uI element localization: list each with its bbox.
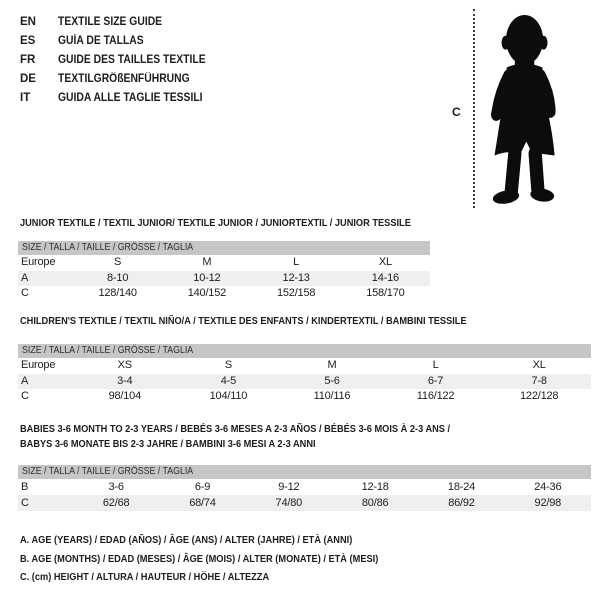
table-row [18,389,591,405]
children-size-table [18,344,591,405]
row-label-cell: Europe [21,256,56,268]
value-cell: S [224,359,232,371]
value-cell: 12-13 [282,271,310,284]
table-body [18,479,591,511]
value-cell: 12-18 [361,481,389,493]
language-row-it [20,89,222,108]
language-code: IT [20,92,31,104]
value-cell: 128/140 [98,287,137,299]
babies-table-title-line2: BABYS 3-6 MONATE BIS 2-3 JAHRE / BAMBINI 3-6 MESI A 2-3 ANNI [20,437,316,450]
legend [20,531,427,587]
value-cell: L [432,359,439,371]
table-row [18,495,591,511]
size-header-text: SIZE / TALLA / TAILLE / GRÖSSE / TAGLIA [22,242,194,253]
value-cell: 116/122 [416,390,455,402]
value-cell: 5-6 [324,374,340,387]
value-cell: 140/152 [187,287,227,299]
value-cell: XL [378,256,392,268]
value-cell: 86/92 [448,497,475,509]
value-cell: 6-7 [427,374,444,387]
value-cell: XS [117,359,132,371]
row-label-cell: Europe [21,359,56,371]
row-label-cell: B [21,481,29,493]
size-header-text: SIZE / TALLA / TAILLE / GRÖSSE / TAGLIA [22,345,194,356]
language-code: FR [20,54,36,66]
size-header-text: SIZE / TALLA / TAILLE / GRÖSSE / TAGLIA [22,466,194,477]
height-measure-dotted-line [473,9,475,208]
value-cell: 6-9 [194,481,211,493]
value-cell: 10-12 [193,271,221,284]
language-row-es [20,32,222,51]
children-table-title [20,315,528,327]
value-cell: 9-12 [278,481,300,493]
table-row [18,358,591,374]
table-row [18,286,430,302]
babies-size-table [18,465,591,511]
value-cell: 74/80 [275,497,303,509]
language-title: GUIDA ALLE TAGLIE TESSILI [58,92,203,104]
size-header-bar [18,344,591,358]
height-measure-label: C [452,105,461,119]
language-title: GUIDE DES TAILLES TEXTILE [58,54,206,66]
table-row [18,255,430,271]
size-header-bar [18,241,430,255]
value-cell: 7-8 [531,374,547,387]
value-cell: M [202,256,212,268]
value-cell: S [114,256,122,268]
value-cell: L [293,256,300,268]
value-cell: 122/128 [519,390,559,402]
value-cell: 110/116 [313,390,351,402]
value-cell: 152/158 [276,287,316,299]
babies-table-title [20,422,509,451]
value-cell: 14-16 [371,271,399,284]
table-body [18,358,591,405]
value-cell: 80/86 [361,497,389,509]
junior-table-title [20,217,464,229]
language-title: GUÍA DE TALLAS [58,35,144,47]
language-list [20,13,222,108]
value-cell: M [327,359,337,371]
language-code: EN [20,16,36,28]
language-title: TEXTILE SIZE GUIDE [58,16,163,28]
language-row-en [20,13,222,32]
legend-line-b: B. AGE (MONTHS) / EDAD (MESES) / ÂGE (MOIS) / ALTER (MONATE) / ETÀ (MESI) [20,552,379,565]
language-code: DE [20,73,36,85]
row-label-cell: A [21,271,29,284]
value-cell: 98/104 [108,390,142,402]
language-code: ES [20,35,36,47]
language-row-de [20,70,222,89]
legend-line-c: C. (cm) HEIGHT / ALTURA / HAUTEUR / HÖHE / ALTEZZA [20,571,270,583]
value-cell: 158/170 [366,287,405,299]
language-row-fr [20,51,222,70]
row-label-cell: C [21,497,29,509]
row-label-cell: A [21,374,29,387]
legend-line-a: A. AGE (YEARS) / EDAD (AÑOS) / ÂGE (ANS) / ALTER (JAHRE) / ETÀ (ANNI) [20,534,353,546]
children-table-title-text: CHILDREN'S TEXTILE / TEXTIL NIÑO/A / TEXTILE DES ENFANTS / KINDERTEXTIL / BAMBINI TESSILE [20,315,467,327]
row-label-cell: C [21,390,29,402]
toddler-silhouette-icon [483,10,567,208]
table-row [18,271,430,287]
junior-table-title-text: JUNIOR TEXTILE / TEXTIL JUNIOR/ TEXTILE JUNIOR / JUNIORTEXTIL / JUNIOR TESSILE [20,217,411,229]
value-cell: 4-5 [220,374,237,387]
value-cell: 3-6 [108,481,124,493]
table-row [18,479,591,495]
value-cell: XL [532,359,546,371]
table-body [18,255,430,302]
value-cell: 3-4 [117,374,133,387]
size-header-bar [18,465,591,479]
table-row [18,374,591,390]
value-cell: 92/98 [534,497,562,509]
row-label-cell: C [21,287,29,299]
value-cell: 18-24 [447,481,476,493]
value-cell: 104/110 [209,390,248,402]
babies-table-title-line1: BABIES 3-6 MONTH TO 2-3 YEARS / BEBÉS 3-6 MESES A 2-3 AÑOS / BÉBÉS 3-6 MOIS À 2-3 ANS / [20,423,451,435]
language-title: TEXTILGRÖßENFÜHRUNG [58,73,190,85]
value-cell: 8-10 [107,271,129,284]
value-cell: 68/74 [189,497,216,509]
value-cell: 62/68 [102,497,130,509]
junior-size-table [18,241,430,302]
value-cell: 24-36 [534,481,562,493]
